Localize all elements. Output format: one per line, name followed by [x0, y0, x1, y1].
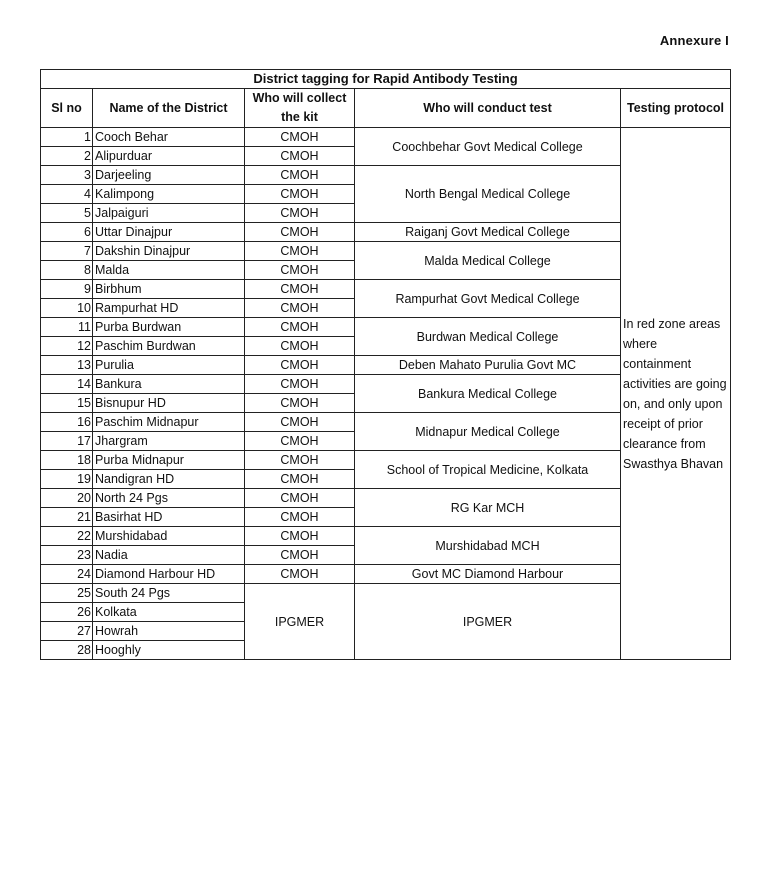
district-cell: Paschim Midnapur: [93, 413, 245, 432]
sl-no-cell: 19: [41, 470, 93, 489]
collector-cell: CMOH: [245, 242, 355, 261]
conductor-cell: Raiganj Govt Medical College: [355, 223, 621, 242]
sl-no-cell: 18: [41, 451, 93, 470]
district-cell: Dakshin Dinajpur: [93, 242, 245, 261]
district-cell: Jhargram: [93, 432, 245, 451]
sl-no-cell: 27: [41, 622, 93, 641]
district-cell: Purulia: [93, 356, 245, 375]
collector-cell: CMOH: [245, 451, 355, 470]
sl-no-cell: 14: [41, 375, 93, 394]
sl-no-cell: 21: [41, 508, 93, 527]
collector-cell: CMOH: [245, 223, 355, 242]
district-cell: Malda: [93, 261, 245, 280]
district-cell: Kolkata: [93, 603, 245, 622]
collector-cell: CMOH: [245, 394, 355, 413]
sl-no-cell: 26: [41, 603, 93, 622]
conductor-cell: Malda Medical College: [355, 242, 621, 280]
district-cell: Bisnupur HD: [93, 394, 245, 413]
sl-no-cell: 1: [41, 128, 93, 147]
sl-no-cell: 2: [41, 147, 93, 166]
sl-no-cell: 16: [41, 413, 93, 432]
sl-no-cell: 24: [41, 565, 93, 584]
district-tagging-table: [40, 69, 731, 660]
collector-cell: CMOH: [245, 185, 355, 204]
sl-no-cell: 17: [41, 432, 93, 451]
district-cell: Alipurduar: [93, 147, 245, 166]
district-cell: Bankura: [93, 375, 245, 394]
sl-no-cell: 10: [41, 299, 93, 318]
sl-no-cell: 9: [41, 280, 93, 299]
conductor-cell: Midnapur Medical College: [355, 413, 621, 451]
conductor-cell: Murshidabad MCH: [355, 527, 621, 565]
collector-cell: CMOH: [245, 337, 355, 356]
district-cell: Paschim Burdwan: [93, 337, 245, 356]
table-title: District tagging for Rapid Antibody Testing: [41, 70, 731, 89]
sl-no-cell: 5: [41, 204, 93, 223]
collector-cell: CMOH: [245, 489, 355, 508]
collector-cell: CMOH: [245, 204, 355, 223]
header-collect: Who will collect the kit: [245, 89, 355, 128]
district-cell: North 24 Pgs: [93, 489, 245, 508]
testing-protocol-cell: In red zone areas where containment activities are going on, and only upon receipt of prior clearance from Swasthya Bhavan: [621, 128, 731, 660]
district-cell: Nadia: [93, 546, 245, 565]
collector-cell: CMOH: [245, 280, 355, 299]
header-sl-no: Sl no: [41, 89, 93, 128]
collector-cell: CMOH: [245, 166, 355, 185]
sl-no-cell: 11: [41, 318, 93, 337]
district-cell: Purba Midnapur: [93, 451, 245, 470]
collector-cell: CMOH: [245, 356, 355, 375]
district-cell: Diamond Harbour HD: [93, 565, 245, 584]
collector-cell: CMOH: [245, 261, 355, 280]
sl-no-cell: 22: [41, 527, 93, 546]
collector-cell: CMOH: [245, 413, 355, 432]
collector-cell: CMOH: [245, 299, 355, 318]
collector-cell: CMOH: [245, 527, 355, 546]
conductor-cell: North Bengal Medical College: [355, 166, 621, 223]
header-conduct: Who will conduct test: [355, 89, 621, 128]
district-cell: Rampurhat HD: [93, 299, 245, 318]
district-cell: Birbhum: [93, 280, 245, 299]
district-cell: Nandigran HD: [93, 470, 245, 489]
sl-no-cell: 8: [41, 261, 93, 280]
conductor-cell: Bankura Medical College: [355, 375, 621, 413]
sl-no-cell: 13: [41, 356, 93, 375]
table-row: [41, 128, 731, 147]
collector-cell: IPGMER: [245, 584, 355, 660]
collector-cell: CMOH: [245, 318, 355, 337]
district-cell: Kalimpong: [93, 185, 245, 204]
district-cell: Basirhat HD: [93, 508, 245, 527]
sl-no-cell: 12: [41, 337, 93, 356]
district-cell: South 24 Pgs: [93, 584, 245, 603]
collector-cell: CMOH: [245, 470, 355, 489]
conductor-cell: Coochbehar Govt Medical College: [355, 128, 621, 166]
district-cell: Hooghly: [93, 641, 245, 660]
sl-no-cell: 4: [41, 185, 93, 204]
annexure-label: Annexure I: [659, 33, 729, 48]
sl-no-cell: 25: [41, 584, 93, 603]
sl-no-cell: 20: [41, 489, 93, 508]
sl-no-cell: 15: [41, 394, 93, 413]
collector-cell: CMOH: [245, 508, 355, 527]
collector-cell: CMOH: [245, 432, 355, 451]
conductor-cell: Deben Mahato Purulia Govt MC: [355, 356, 621, 375]
district-cell: Cooch Behar: [93, 128, 245, 147]
conductor-cell: Rampurhat Govt Medical College: [355, 280, 621, 318]
header-district: Name of the District: [93, 89, 245, 128]
conductor-cell: School of Tropical Medicine, Kolkata: [355, 451, 621, 489]
collector-cell: CMOH: [245, 375, 355, 394]
sl-no-cell: 3: [41, 166, 93, 185]
district-cell: Purba Burdwan: [93, 318, 245, 337]
district-cell: Jalpaiguri: [93, 204, 245, 223]
collector-cell: CMOH: [245, 147, 355, 166]
sl-no-cell: 6: [41, 223, 93, 242]
sl-no-cell: 23: [41, 546, 93, 565]
sl-no-cell: 28: [41, 641, 93, 660]
sl-no-cell: 7: [41, 242, 93, 261]
conductor-cell: RG Kar MCH: [355, 489, 621, 527]
district-cell: Murshidabad: [93, 527, 245, 546]
district-cell: Howrah: [93, 622, 245, 641]
collector-cell: CMOH: [245, 546, 355, 565]
collector-cell: CMOH: [245, 565, 355, 584]
conductor-cell: Burdwan Medical College: [355, 318, 621, 356]
header-protocol: Testing protocol: [621, 89, 731, 128]
district-cell: Uttar Dinajpur: [93, 223, 245, 242]
conductor-cell: IPGMER: [355, 584, 621, 660]
district-cell: Darjeeling: [93, 166, 245, 185]
conductor-cell: Govt MC Diamond Harbour: [355, 565, 621, 584]
collector-cell: CMOH: [245, 128, 355, 147]
